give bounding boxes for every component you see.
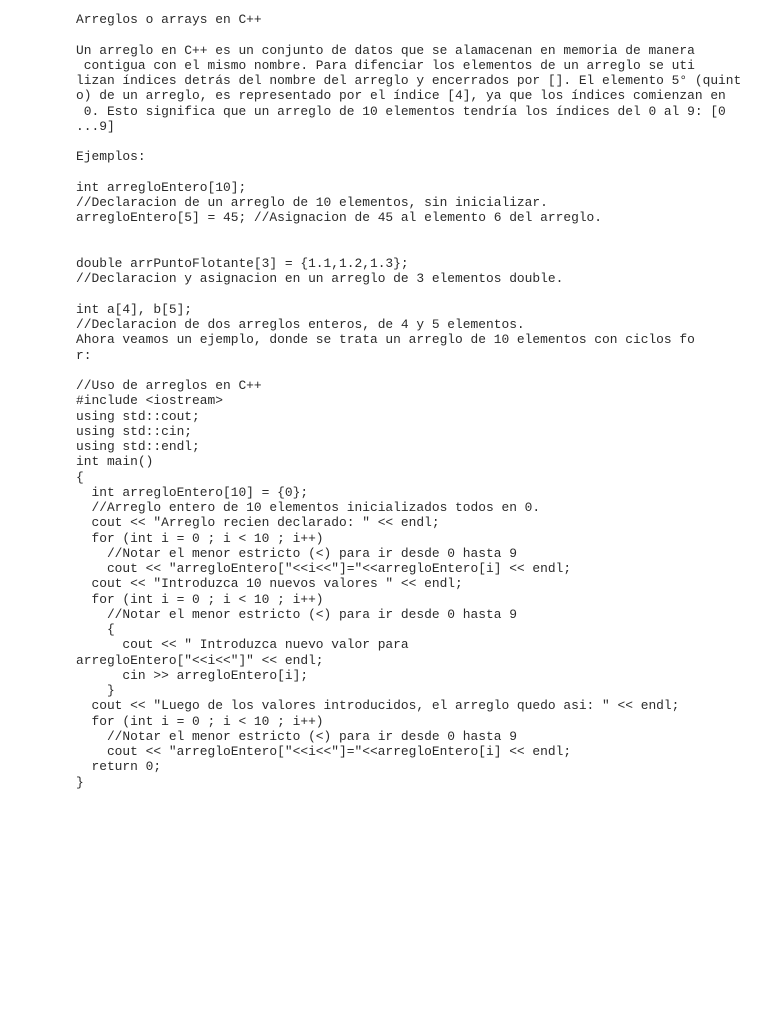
document-line: for (int i = 0 ; i < 10 ; i++) [76,713,324,729]
document-line: int arregloEntero[10]; [76,179,247,195]
document-line: int main() [76,454,154,470]
document-line: cout << "Arreglo recien declarado: " << endl; [76,515,440,531]
document-line: cout << "Luego de los valores introducidos, el arreglo quedo asi: " << endl; [76,698,680,714]
document-line: cin >> arregloEntero[i]; [76,667,309,683]
document-line [76,226,741,241]
document-line: cout << " Introduzca nuevo valor para [76,637,409,653]
document-line: //Arreglo entero de 10 elementos inicializados todos en 0. [76,500,541,515]
document-line: cout << "arregloEntero["<<i<<"]="<<arregloEntero[i] << endl; [76,744,572,759]
document-line: //Declaracion de un arreglo de 10 elementos, sin inicializar. [76,195,548,210]
document-line: double arrPuntoFlotante[3] = {1.1,1.2,1.3}; [76,256,409,271]
document-line [76,363,741,378]
document-line: //Declaracion y asignacion en un arreglo de 3 elementos double. [76,271,564,287]
document-line: ...9] [76,118,115,134]
document-line: using std::endl; [76,439,200,454]
document-line: for (int i = 0 ; i < 10 ; i++) [76,530,324,546]
document-line: cout << "arregloEntero["<<i<<"]="<<arregloEntero[i] << endl; [76,561,572,576]
document-line: cout << "Introduzca 10 nuevos valores " << endl; [76,576,463,592]
document-line: //Notar el menor estricto (<) para ir desde 0 hasta 9 [76,606,517,622]
document-line: { [76,469,84,485]
document-line: contigua con el mismo nombre. Para difenciar los elementos de un arreglo se uti [76,57,695,73]
document-line: { [76,622,115,637]
document-line: } [76,683,115,698]
document-line: //Declaracion de dos arreglos enteros, de 4 y 5 elementos. [76,317,525,332]
document-line: Un arreglo en C++ es un conjunto de datos que se alamacenan en memoria de manera [76,42,695,58]
document-line: //Uso de arreglos en C++ [76,378,262,393]
document-line [76,165,741,180]
document-body [76,12,741,790]
document-line: lizan índices detrás del nombre del arreglo y encerrados por []. El elemento 5° (quint [76,73,742,88]
document-line: arregloEntero[5] = 45; //Asignacion de 45 al elemento 6 del arreglo. [76,210,603,226]
document-line: 0. Esto significa que un arreglo de 10 elementos tendría los índices del 0 al 9: [0 [76,103,726,119]
document-line [76,287,741,302]
document-line: using std::cin; [76,423,193,439]
document-line [76,27,741,42]
document-line: //Notar el menor estricto (<) para ir desde 0 hasta 9 [76,545,517,561]
document-line: r: [76,347,92,363]
document-line: return 0; [76,759,162,775]
document-line: using std::cout; [76,408,200,424]
document-line: } [76,774,84,790]
document-line: Ejemplos: [76,149,146,165]
document-line: Ahora veamos un ejemplo, donde se trata un arreglo de 10 elementos con ciclos fo [76,332,695,348]
document-line: //Notar el menor estricto (<) para ir desde 0 hasta 9 [76,728,517,744]
document-line: #include <iostream> [76,393,223,409]
document-line: int a[4], b[5]; [76,301,193,317]
document-line: o) de un arreglo, es representado por el índice [4], ya que los índices comienzan en [76,88,726,104]
document-line: Arreglos o arrays en C++ [76,12,262,27]
document-line: arregloEntero["<<i<<"]" << endl; [76,652,324,668]
document-line: int arregloEntero[10] = {0}; [76,484,309,500]
document-line: for (int i = 0 ; i < 10 ; i++) [76,591,324,607]
document-line [76,241,741,256]
document-line [76,134,741,149]
